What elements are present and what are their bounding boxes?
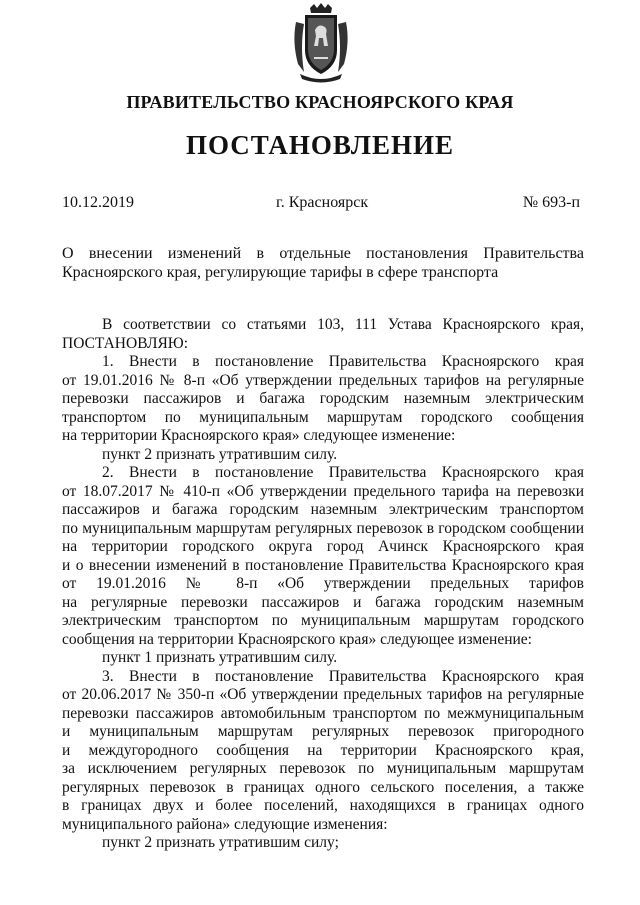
document-body (62, 316, 584, 853)
body-line: электрическим транспортом по муниципальным маршрутам городского (62, 612, 584, 629)
body-line: пункт 1 признать утратившим силу. (102, 649, 338, 666)
body-line: пункт 2 признать утратившим силу; (102, 834, 339, 851)
document-type-title: ПОСТАНОВЛЕНИЕ (185, 130, 455, 160)
body-line: и о внесении изменений в постановление Правительства Красноярского края (62, 556, 584, 574)
body-line: 1. Внести в постановление Правительства Красноярского края (102, 353, 584, 370)
coat-of-arms-icon (290, 2, 352, 84)
body-line: и муниципальным маршрутам регулярных перевозок пригородного (62, 723, 584, 740)
body-line: на территории Красноярского края» следующее изменение: (62, 427, 456, 444)
body-line: В соответствии со статьями 103, 111 Устава Красноярского края, (102, 316, 584, 333)
body-line: сообщения на территории Красноярского края» следующее изменение: (62, 630, 532, 648)
body-line: регулярных перевозок в границах одного сельского поселения, а также (62, 778, 584, 796)
body-line: в границах двух и более поселений, находящихся в границах одного (62, 797, 584, 814)
body-line: на территории городского округа город Ачинск Красноярского края (62, 538, 584, 555)
body-line: транспортом по муниципальным маршрутам городского сообщения (62, 408, 584, 426)
body-line: 3. Внести в постановление Правительства Красноярского края (102, 667, 584, 685)
document-city: г. Красноярск (276, 194, 369, 211)
organization-name: ПРАВИТЕЛЬСТВО КРАСНОЯРСКОГО КРАЯ (126, 92, 514, 112)
document-date: 10.12.2019 (62, 194, 134, 211)
body-line: за исключением регулярных перевозок по муниципальным маршрутам (62, 760, 584, 777)
body-line: по муниципальным маршрутам регулярных перевозок в городском сообщении (62, 519, 584, 537)
subject-line: О внесении изменений в отдельные постановления Правительства (62, 245, 584, 262)
document-number: № 693-п (522, 194, 580, 211)
body-line: и междугородного сообщения на территории Красноярского края, (62, 741, 584, 759)
body-line: пассажиров и багажа городским наземным электрическим транспортом (62, 501, 584, 518)
body-line: пункт 2 признать утратившим силу. (102, 445, 338, 463)
body-line: от 20.06.2017 № 350-п «Об утверждении предельных тарифов на регулярные (62, 686, 584, 703)
body-line: перевозки пассажиров и багажа городским наземным электрическим (62, 390, 584, 407)
body-line: на регулярные перевозки пассажиров и багажа городским наземным (62, 593, 584, 611)
body-line: от 19.01.2016 № 8-п «Об утверждении предельных тарифов (62, 575, 584, 592)
document-subject (62, 244, 584, 282)
body-line: муниципального района» следующие изменения: (62, 815, 388, 833)
body-line: 2. Внести в постановление Правительства Красноярского края (102, 464, 584, 481)
body-line: от 19.01.2016 № 8-п «Об утверждении предельных тарифов на регулярные (62, 371, 584, 389)
body-line: перевозки пассажиров автомобильным транспортом по межмуниципальным (62, 704, 584, 722)
subject-line: Красноярского края, регулирующие тарифы в сфере транспорта (62, 264, 499, 281)
body-line: ПОСТАНОВЛЯЮ: (62, 334, 189, 352)
body-line: от 18.07.2017 № 410-п «Об утверждении предельного тарифа на перевозки (62, 482, 584, 500)
